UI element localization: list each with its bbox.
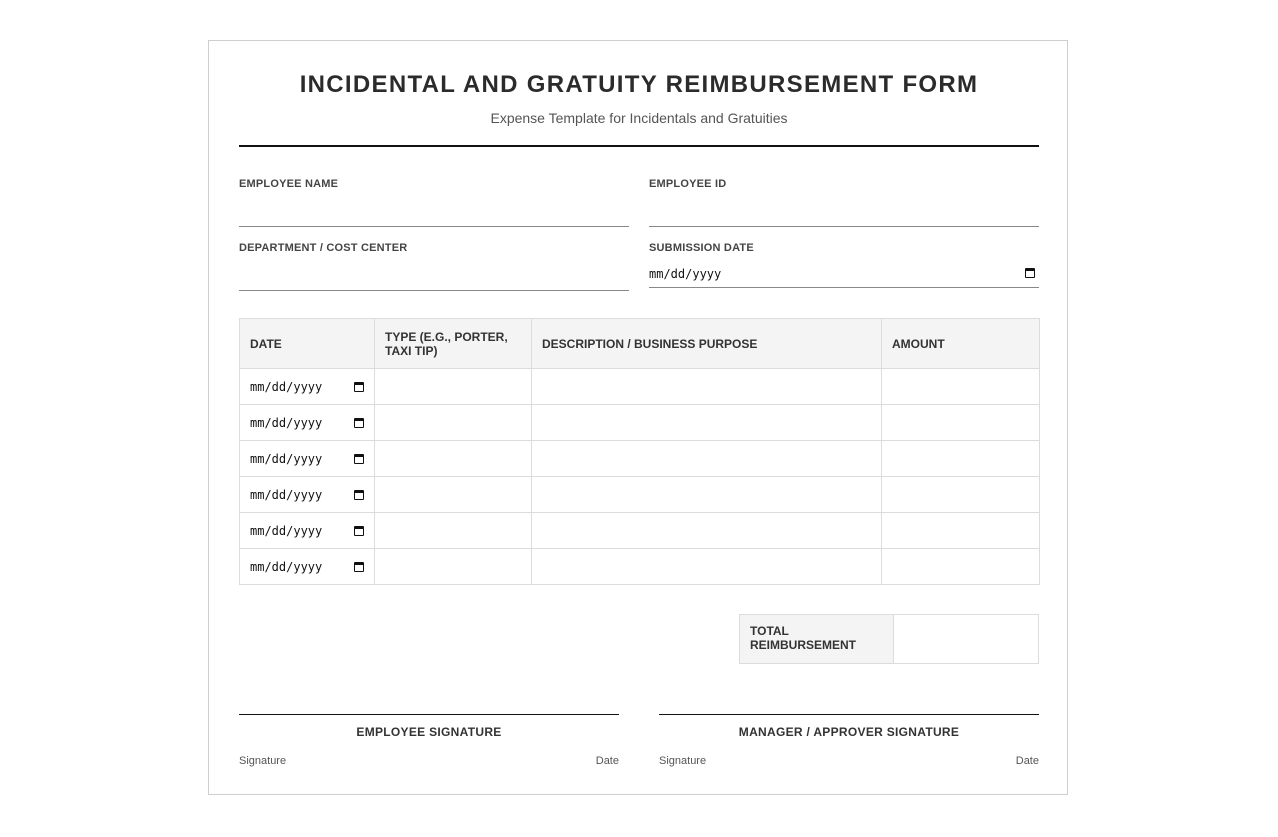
date-cell[interactable] [240,549,375,585]
header-divider [239,145,1039,147]
employee-id-input[interactable] [649,203,1039,227]
date-placeholder: mm/dd/yyyy [250,560,323,574]
department-label: DEPARTMENT / COST CENTER [239,242,408,254]
column-header-type: TYPE (E.G., PORTER, TAXI TIP) [375,319,532,369]
employee-name-input[interactable] [239,203,629,227]
calendar-icon[interactable] [354,454,364,464]
employee-signature-meta [239,754,619,768]
manager-signature-label: Signature [659,755,707,767]
description-cell[interactable] [532,441,882,477]
table-row [240,513,1040,549]
calendar-icon[interactable] [354,526,364,536]
amount-cell[interactable] [882,513,1040,549]
expense-table [239,318,1040,585]
employee-id-group [649,177,1039,227]
employee-signature-line[interactable] [239,714,619,715]
type-cell[interactable] [375,369,532,405]
amount-cell[interactable] [882,549,1040,585]
employee-id-label: EMPLOYEE ID [649,178,727,190]
date-placeholder: mm/dd/yyyy [250,452,323,466]
date-placeholder: mm/dd/yyyy [250,380,323,394]
total-reimbursement-value[interactable] [894,615,1038,663]
amount-cell[interactable] [882,441,1040,477]
submission-date-label: SUBMISSION DATE [649,242,754,254]
date-placeholder: mm/dd/yyyy [250,416,323,430]
form-subtitle: Expense Template for Incidentals and Gratuities [490,110,788,126]
calendar-icon[interactable] [354,562,364,572]
date-cell[interactable] [240,477,375,513]
description-cell[interactable] [532,477,882,513]
employee-date-label: Date [595,755,619,767]
table-row [240,477,1040,513]
date-cell[interactable] [240,369,375,405]
type-cell[interactable] [375,513,532,549]
manager-signature-line[interactable] [659,714,1039,715]
date-placeholder: mm/dd/yyyy [250,524,323,538]
calendar-icon[interactable] [354,418,364,428]
date-cell[interactable] [240,441,375,477]
amount-cell[interactable] [882,369,1040,405]
date-cell[interactable] [240,405,375,441]
table-row [240,441,1040,477]
manager-signature-meta [659,754,1039,768]
description-cell[interactable] [532,513,882,549]
date-placeholder: mm/dd/yyyy [250,488,323,502]
form-title: INCIDENTAL AND GRATUITY REIMBURSEMENT FORM [299,71,979,98]
calendar-icon[interactable] [354,382,364,392]
total-reimbursement-box [739,614,1039,664]
table-row [240,405,1040,441]
type-cell[interactable] [375,477,532,513]
manager-date-label: Date [1015,755,1039,767]
amount-cell[interactable] [882,477,1040,513]
department-group [239,241,629,291]
table-header-row [240,319,1040,369]
employee-name-label: EMPLOYEE NAME [239,178,339,190]
column-header-description: DESCRIPTION / BUSINESS PURPOSE [532,319,882,369]
total-reimbursement-label: TOTAL REIMBURSEMENT [740,615,894,663]
column-header-amount: AMOUNT [882,319,1040,369]
description-cell[interactable] [532,369,882,405]
submission-date-group [649,241,1039,288]
column-header-date: DATE [240,319,375,369]
employee-signature-title: EMPLOYEE SIGNATURE [356,725,502,739]
table-row [240,549,1040,585]
description-cell[interactable] [532,405,882,441]
employee-signature-label: Signature [239,755,287,767]
manager-signature-block [659,714,1039,768]
employee-signature-block [239,714,619,768]
type-cell[interactable] [375,441,532,477]
manager-signature-title: MANAGER / APPROVER SIGNATURE [738,725,960,739]
type-cell[interactable] [375,405,532,441]
amount-cell[interactable] [882,405,1040,441]
calendar-icon[interactable] [1025,268,1035,278]
submission-date-input[interactable] [649,262,1039,288]
submission-date-placeholder: mm/dd/yyyy [649,267,722,281]
employee-name-group [239,177,629,227]
table-row [240,369,1040,405]
date-cell[interactable] [240,513,375,549]
type-cell[interactable] [375,549,532,585]
form-page [208,40,1068,795]
calendar-icon[interactable] [354,490,364,500]
department-input[interactable] [239,267,629,291]
description-cell[interactable] [532,549,882,585]
